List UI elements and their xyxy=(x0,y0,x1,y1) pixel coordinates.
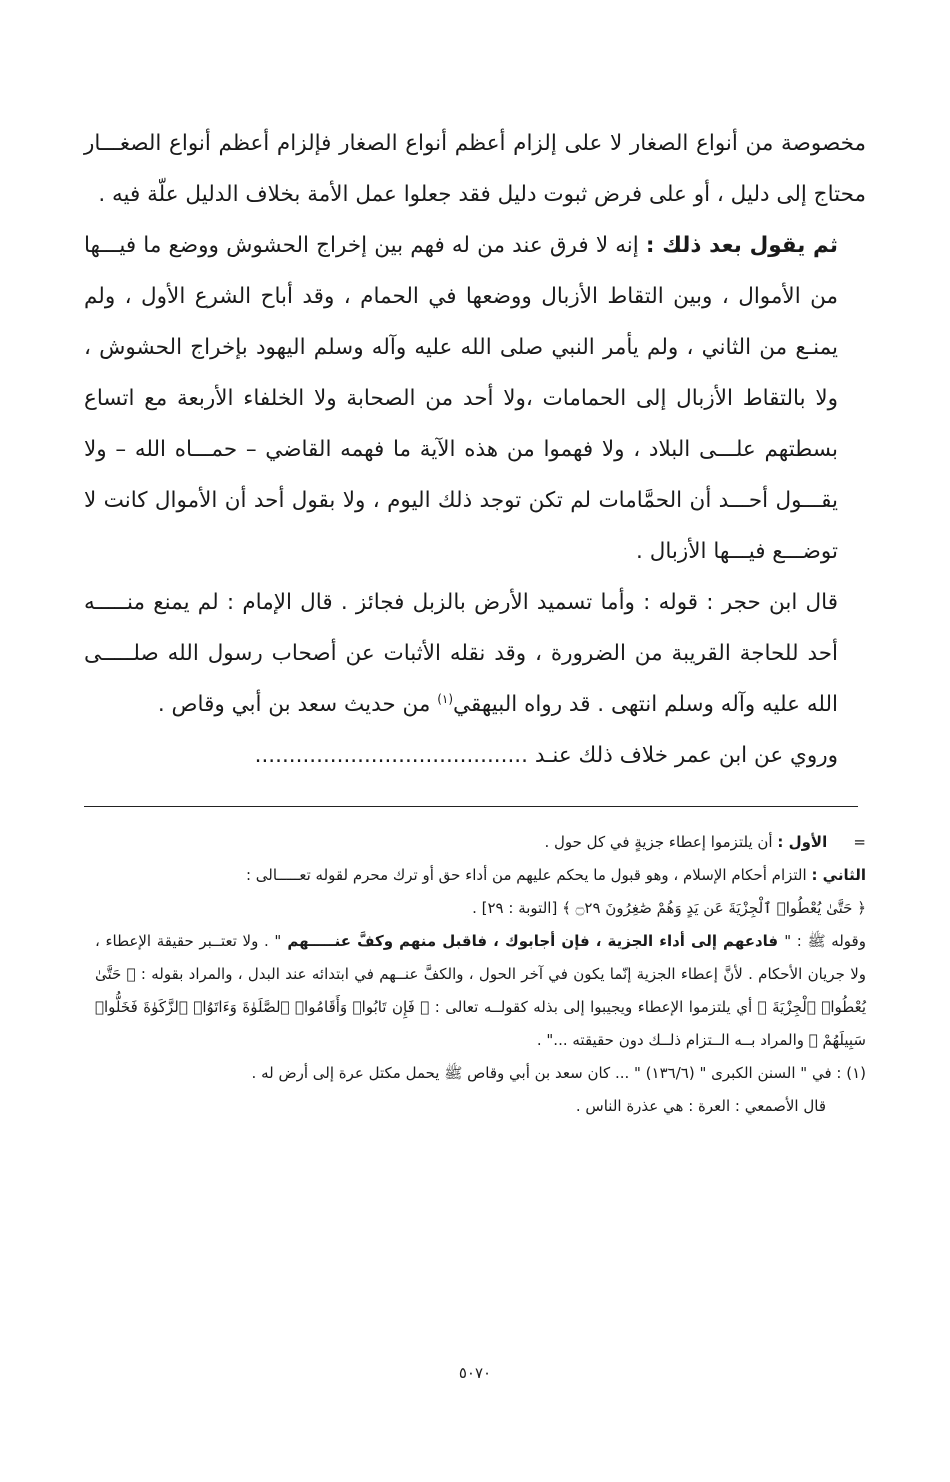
text-line: عليه وآله وسلم انتهى . قد رواه البيهقي xyxy=(453,692,800,717)
note-label: الأول : xyxy=(777,833,828,851)
text-line: محتاج إلى دليل ، أو على فرض ثبوت دليل فقد جعلوا عمل الأمة بخلاف الدليل علّة فيه . xyxy=(98,182,866,207)
footnotes xyxy=(95,826,866,1123)
paragraph-4 xyxy=(84,730,866,781)
text-line: أحد للحاجة القريبة من الضرورة ، وقد نقله الأثبات عن أصحاب رسول الله صلـــــى الله xyxy=(84,641,838,717)
footnote-text: قال الأصمعي : العرة : هي عذرة الناس . xyxy=(575,1097,826,1115)
note-label: الثاني : xyxy=(811,866,866,884)
text-line: وروي عن ابن عمر خلاف ذلك عنـد ........................................ xyxy=(254,743,838,768)
note-text: ابتدائه عند البدل ، والمراد بقوله : ﴿ حَتَّىٰ يُعْطُوا۟ ٱلْجِزْيَةَ ﴾ أي يلتزموا الإعطاء ويجيبوا إلى بذله كقولــه xyxy=(95,965,866,1016)
note-verse xyxy=(95,892,866,925)
text-line: الحمَّامات لم تكن توجد ذلك اليوم ، ولا بقول أحد أن الأموال كانت لا توضـــع فيـــها xyxy=(84,488,838,564)
note-text: " . ولا تعتــبر xyxy=(199,932,282,950)
continuation-sign: = xyxy=(853,833,866,851)
text-line: من الأموال ، وبين التقاط الأزبال ووضعها في الحمام ، وقد أباح الشرع الأول ، ولم يمنـع xyxy=(84,284,838,360)
text-line: البلاد ، ولا فهموا من هذه الآية ما فهمه القاضي – حمـــاه الله – ولا يقـــول أحـــد أن xyxy=(84,437,838,513)
paragraph-1 xyxy=(84,118,866,220)
note-text: التزام أحكام الإسلام ، وهو قبول ما يحكم عليهم من أداء حق أو ترك محرم لقوله تعـــــالى : xyxy=(245,866,812,884)
text-line: من الثاني ، ولم يأمر النبي صلى الله عليه وآله وسلم اليهود بإخراج الحشوش ، ولا بالتقاط xyxy=(84,335,838,411)
note-hadith xyxy=(95,925,866,1057)
note-text: أن يلتزموا إعطاء جزيةٍ في كل حول . xyxy=(544,833,778,851)
text-line: إنه لا فرق عند من له فهم بين إخراج الحشوش ووضع ما فيـــها xyxy=(84,233,639,258)
footnote-1 xyxy=(95,1057,866,1090)
text-line: الأزبال . xyxy=(636,539,707,564)
footnote-divider xyxy=(84,806,858,807)
note-text: وقوله ﷺ : " xyxy=(784,932,866,950)
paragraph-2 xyxy=(84,220,866,577)
hadith-quote: فادعهم إلى أداء الجزية ، فإن أجابوك ، فاقبل منهم وكفَّ عنـــــهم xyxy=(281,932,785,950)
footnote-1-continued xyxy=(95,1090,866,1123)
text-line: الأزبال إلى الحمامات ،ولا أحد من الصحابة ولا الخلفاء الأربعة مع اتساع بسطتهم علـــى xyxy=(84,386,838,462)
page-number: ٥٠٧٠ xyxy=(458,1364,492,1382)
note-first xyxy=(95,826,866,859)
text-line: من حديث سعد بن أبي وقاص . xyxy=(157,692,438,717)
note-text: حقيقة الإعطاء ، ولا جريان الأحكام . لأنَّ إعطاء الجزية إنّما يكون في آخر الحول ، والكفَّ عنــهم في xyxy=(95,932,866,983)
note-text: تعالى : ﴿ فَإِن تَابُوا۟ وَأَقَامُوا۟ ٱلصَّلَوٰةَ وَءَاتَوُا۟ ٱلزَّكَوٰةَ فَخَلُّوا۟ سَبِيلَهُمْ ﴾ والمراد بــه الــتزام ذلــك دون xyxy=(95,998,866,1049)
note-second xyxy=(95,859,866,892)
bold-lead: ثم يقول بعد ذلك : xyxy=(645,233,838,258)
footnote-marker[interactable]: (١) xyxy=(437,691,454,706)
quran-verse: ﴿ حَتَّىٰ يُعْطُوا۟ ٱلْجِزْيَةَ عَن يَدٍ وَهُمْ صَٰغِرُونَ ۝٢٩ ﴾ [التوبة : ٢٩] . xyxy=(472,899,866,917)
text-line: قال ابن حجر : قوله : وأما تسميد الأرض بالزبل فجائز . قال الإمام : لم يمنع منـــــه xyxy=(84,590,838,615)
main-text xyxy=(84,118,866,781)
text-line: مخصوصة من أنواع الصغار لا على إلزام أعظم أنواع الصغار فإلزام أعظم أنواع الصغـــار xyxy=(84,131,866,156)
footnote-text: (١) : في " السنن الكبرى " (١٣٦/٦) " ... كان سعد بن أبي وقاص ﷺ يحمل مكتل عرة إلى أرض له . xyxy=(251,1064,866,1082)
note-text: حقيقته ..." . xyxy=(536,1031,614,1049)
paragraph-3 xyxy=(84,577,866,730)
